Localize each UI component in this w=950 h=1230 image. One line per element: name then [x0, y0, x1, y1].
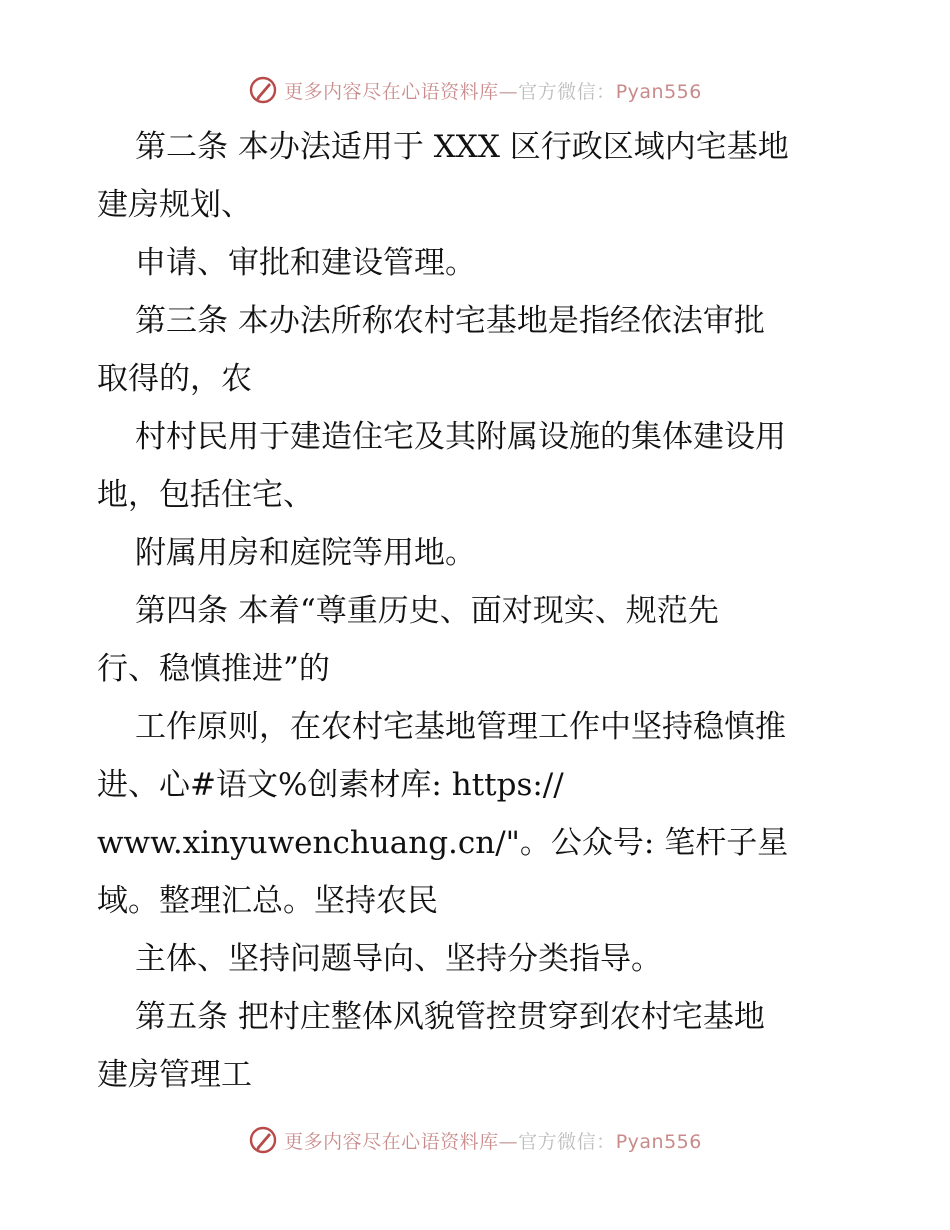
watermark-site: 更多内容尽在心语资料库 — [284, 80, 499, 103]
body-line: 取得的，农 — [97, 361, 252, 397]
body-line: 第三条 本办法所称农村宅基地是指经依法审批 — [135, 303, 765, 339]
body-line: www.xinyuwenchuang.cn/"。公众号: 笔杆子星 — [97, 825, 789, 861]
body-line: 主体、坚持问题导向、坚持分类指导。 — [135, 941, 662, 977]
watermark-text — [284, 77, 702, 104]
watermark-official-label: 官方微信： — [518, 1130, 616, 1153]
body-line: 建房管理工 — [97, 1057, 252, 1093]
header-watermark — [0, 70, 950, 110]
watermark-official-label: 官方微信： — [518, 80, 616, 103]
quill-logo-icon — [248, 1125, 278, 1155]
watermark-wechat-id: Pyan556 — [615, 1130, 702, 1153]
body-line: 工作原则，在农村宅基地管理工作中坚持稳慎推 — [135, 709, 786, 745]
watermark-site: 更多内容尽在心语资料库 — [284, 1130, 499, 1153]
body-line: 申请、审批和建设管理。 — [135, 245, 476, 281]
body-line: 村村民用于建造住宅及其附属设施的集体建设用 — [135, 419, 786, 455]
watermark-text — [284, 1127, 702, 1154]
body-line: 第四条 本着“尊重历史、面对现实、规范先 — [135, 593, 719, 629]
quill-logo-icon — [248, 75, 278, 105]
footer-watermark — [0, 1120, 950, 1160]
body-line: 进、心#语文%创素材库: https:// — [97, 767, 564, 803]
body-line: 第二条 本办法适用于 XXX 区行政区域内宅基地 — [135, 129, 789, 165]
body-line: 行、稳慎推进”的 — [97, 651, 330, 687]
body-line: 建房规划、 — [97, 187, 252, 223]
body-line: 地，包括住宅、 — [97, 477, 314, 513]
watermark-wechat-id: Pyan556 — [615, 80, 702, 103]
watermark-dash: — — [498, 80, 519, 103]
watermark-dash: — — [498, 1130, 519, 1153]
document-body — [97, 118, 877, 1104]
body-line: 域。整理汇总。坚持农民 — [97, 883, 438, 919]
body-line: 附属用房和庭院等用地。 — [135, 535, 476, 571]
body-line: 第五条 把村庄整体风貌管控贯穿到农村宅基地 — [135, 999, 765, 1035]
